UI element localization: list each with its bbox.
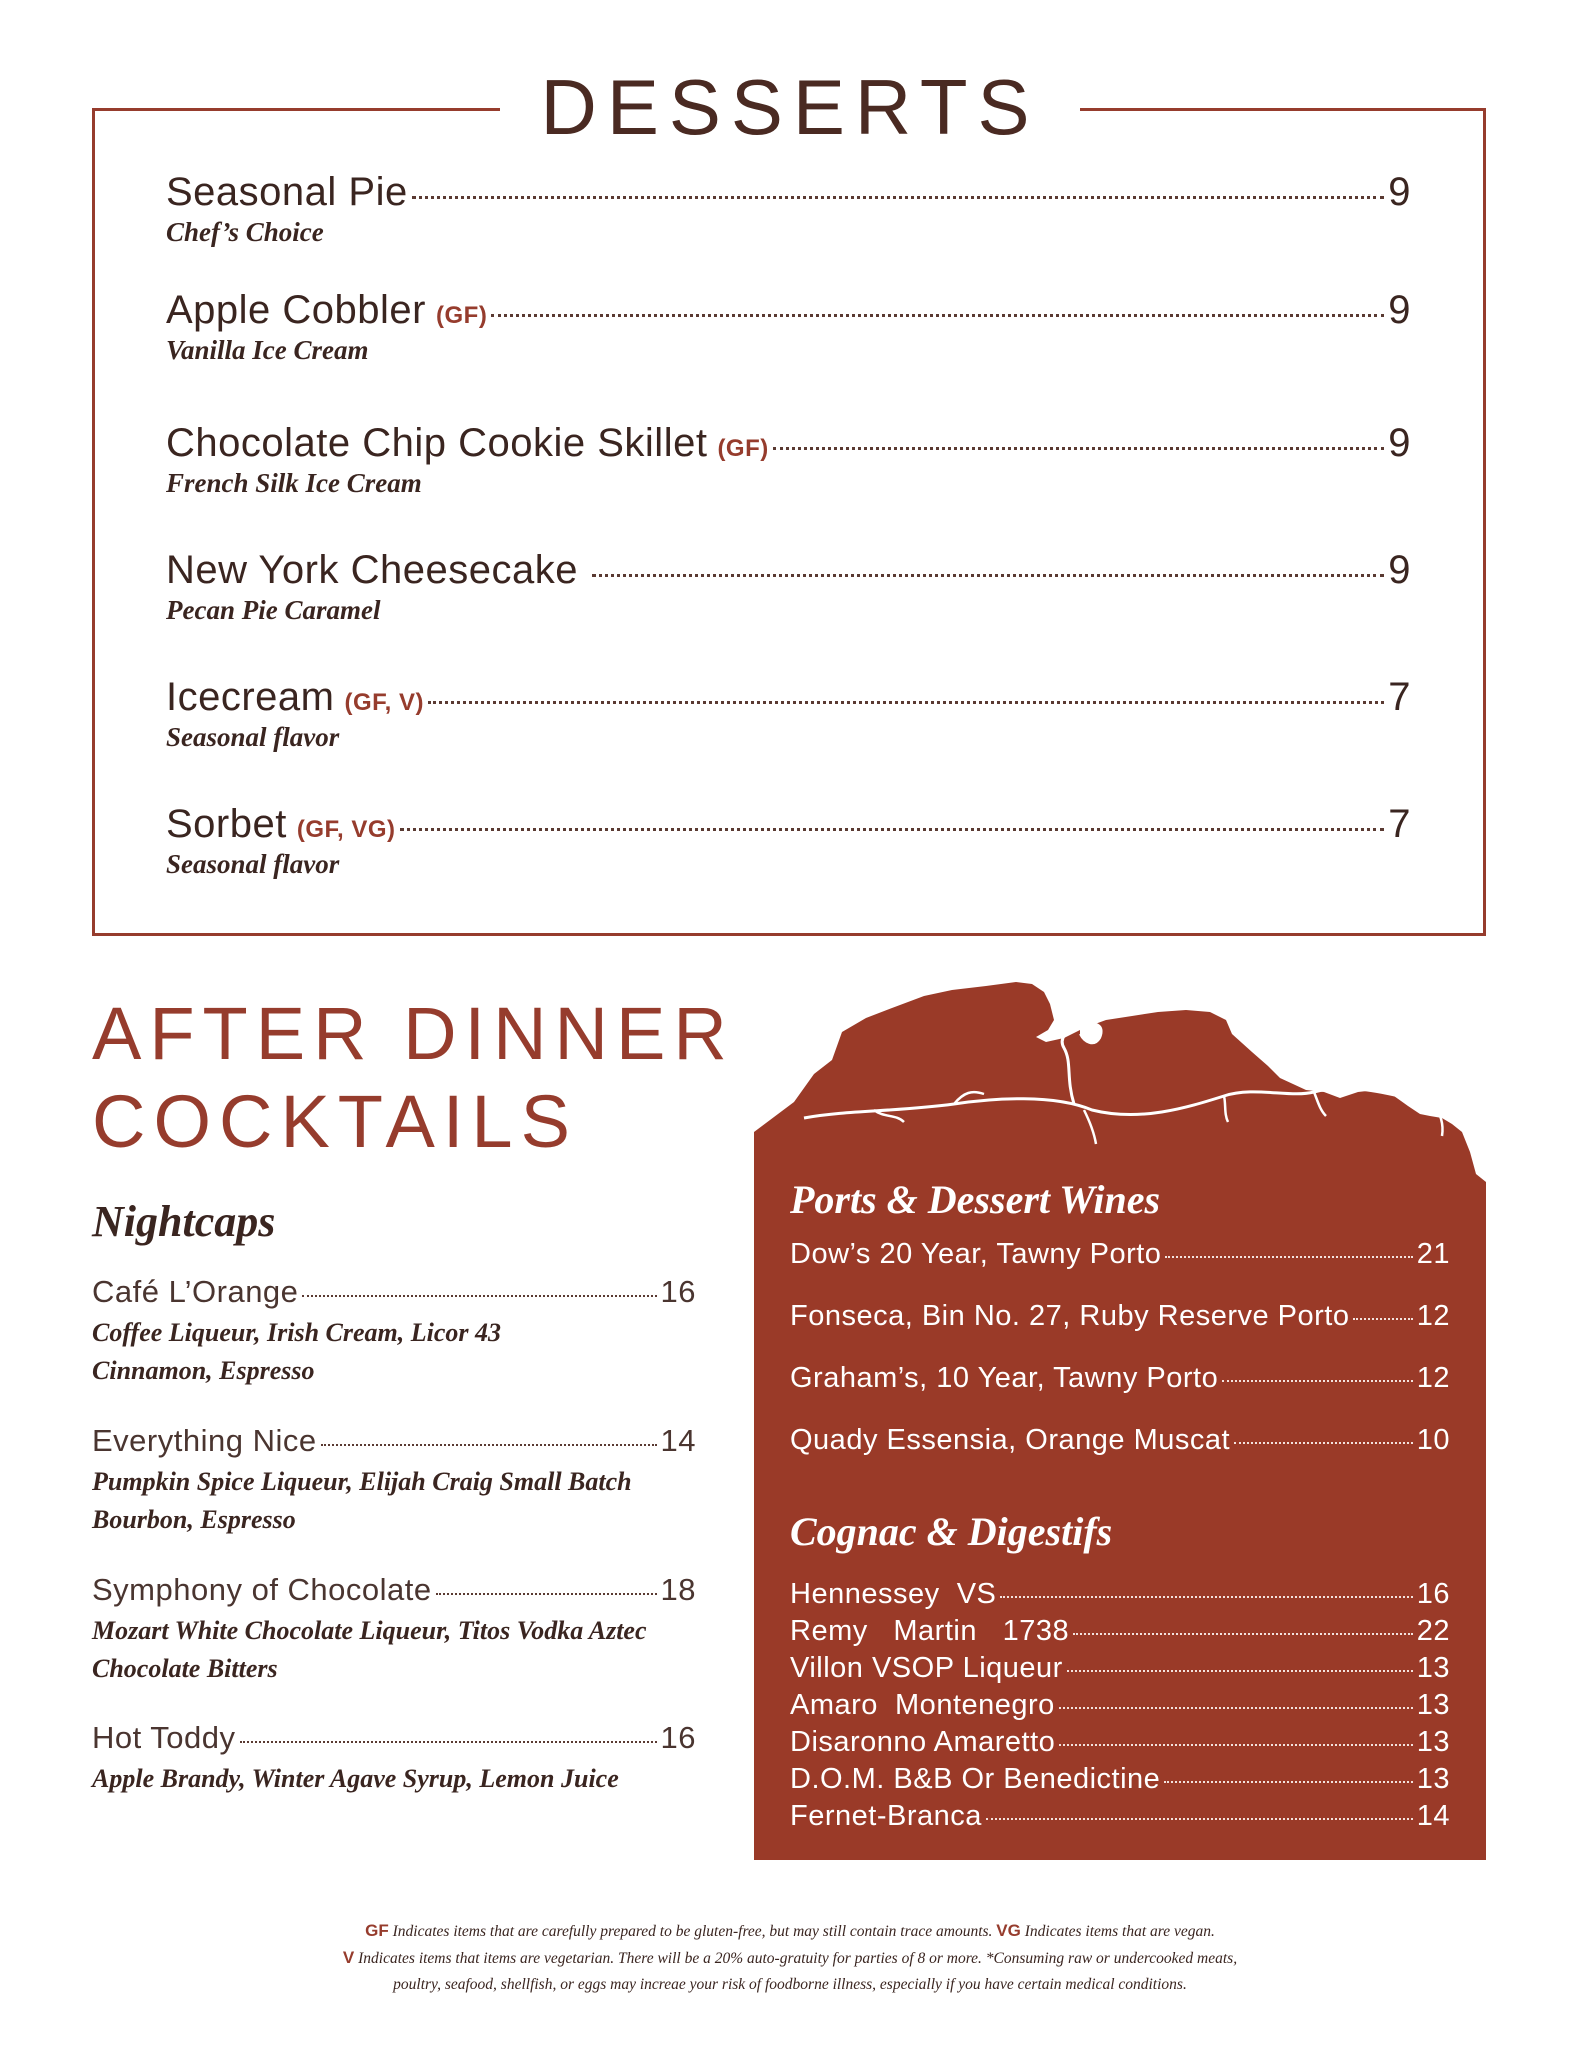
diet-tag: (GF, V) (344, 689, 424, 716)
dessert-name: Seasonal Pie (166, 170, 408, 214)
wine-name: Graham’s, 10 Year, Tawny Porto (790, 1362, 1219, 1394)
dotted-leader (1059, 1744, 1412, 1746)
dotted-leader (321, 1444, 657, 1446)
cocktail-name: Café L’Orange (92, 1274, 299, 1309)
dotted-leader (1059, 1707, 1413, 1709)
cocktail-ingredients: Bourbon, Espresso (92, 1505, 296, 1534)
cocktail-ingredients: Cinnamon, Espresso (92, 1356, 315, 1385)
digestif-item (790, 1615, 1450, 1648)
cocktail-price: 18 (660, 1572, 696, 1607)
cocktail-ingredients: Chocolate Bitters (92, 1654, 278, 1683)
diet-tag: (GF) (717, 435, 769, 462)
dotted-leader (1353, 1318, 1412, 1320)
dessert-name: Chocolate Chip Cookie Skillet (166, 421, 708, 465)
dessert-price: 9 (1388, 288, 1411, 332)
dessert-item (166, 421, 1411, 499)
digestif-name: Hennessey VS (790, 1578, 997, 1610)
after-dinner-title (92, 990, 735, 1166)
digestif-item (790, 1652, 1450, 1685)
gf-key: GF (365, 1921, 389, 1940)
v-key: V (342, 1948, 355, 1967)
dessert-description: Seasonal flavor (166, 722, 340, 752)
cocktail-item (92, 1572, 696, 1688)
digestif-price: 13 (1416, 1763, 1450, 1795)
cocktail-ingredients: Coffee Liqueur, Irish Cream, Licor 43 (92, 1318, 502, 1347)
dotted-leader (1067, 1670, 1413, 1672)
diet-tag: (GF, VG) (296, 816, 396, 843)
dessert-item (166, 288, 1411, 366)
digestif-item (790, 1763, 1450, 1796)
dotted-leader (1222, 1380, 1412, 1382)
wine-price: 12 (1416, 1362, 1450, 1394)
cocktail-price: 16 (660, 1274, 696, 1309)
wine-item (790, 1362, 1450, 1395)
digestif-price: 14 (1416, 1800, 1450, 1832)
footer-disclaimer (200, 1918, 1380, 1998)
wine-price: 12 (1416, 1300, 1450, 1332)
dotted-leader (436, 1593, 657, 1595)
dessert-item (166, 802, 1411, 880)
dotted-leader (400, 828, 1385, 831)
wine-price: 10 (1416, 1424, 1450, 1456)
dessert-name: Sorbet (166, 802, 287, 846)
dotted-leader (428, 701, 1384, 704)
digestif-name: Remy Martin 1738 (790, 1615, 1070, 1647)
dessert-description: Vanilla Ice Cream (166, 335, 369, 365)
dessert-name: Apple Cobbler (166, 288, 426, 332)
digestif-price: 16 (1416, 1578, 1450, 1610)
dessert-name: New York Cheesecake (166, 548, 578, 592)
dotted-leader (240, 1741, 657, 1743)
cocktail-name: Hot Toddy (92, 1720, 236, 1755)
cognac-heading: Cognac & Digestifs (790, 1509, 1113, 1554)
after-dinner-title-line1: AFTER DINNER (92, 992, 735, 1075)
dessert-price: 7 (1388, 675, 1411, 719)
v-note: Indicates items that items are vegetarian. There will be a 20% auto-gratuity for parties of 8 or more. *Consuming raw or undercooked meats, (354, 1950, 1238, 1967)
dotted-leader (412, 196, 1385, 199)
dessert-price: 9 (1388, 170, 1411, 214)
vg-note: Indicates items that are vegan. (1020, 1923, 1215, 1940)
cocktail-item (92, 1423, 696, 1539)
dessert-price: 7 (1388, 802, 1411, 846)
digestif-item (790, 1578, 1450, 1611)
digestif-name: Disaronno Amaretto (790, 1726, 1056, 1758)
dessert-price: 9 (1388, 421, 1411, 465)
dessert-item (166, 548, 1411, 626)
dotted-leader (1000, 1596, 1412, 1598)
dotted-leader (302, 1295, 656, 1297)
cocktail-ingredients: Mozart White Chocolate Liqueur, Titos Vodka Aztec (92, 1616, 647, 1645)
digestif-name: Amaro Montenegro (790, 1689, 1055, 1721)
digestif-price: 13 (1416, 1652, 1450, 1684)
dessert-item (166, 675, 1411, 753)
footer-line (200, 1918, 1380, 1945)
cocktail-item (92, 1274, 696, 1390)
dessert-item (166, 170, 1411, 248)
gf-note: Indicates items that are carefully prepared to be gluten-free, but may still contain trace amounts. (388, 1923, 997, 1940)
dotted-leader (491, 314, 1384, 317)
cocktail-price: 16 (660, 1720, 696, 1755)
digestif-item (790, 1689, 1450, 1722)
dessert-price: 9 (1388, 548, 1411, 592)
dotted-leader (773, 447, 1385, 450)
digestif-price: 22 (1416, 1615, 1450, 1647)
dotted-leader (1234, 1442, 1413, 1444)
dotted-leader (1073, 1633, 1413, 1635)
footer-line: poultry, seafood, shellfish, or eggs may increae your risk of foodborne illness, especially if you have certain medical conditions. (393, 1976, 1187, 1993)
diet-tag: (GF) (436, 302, 488, 329)
digestif-price: 13 (1416, 1726, 1450, 1758)
footer-line (200, 1945, 1380, 1972)
cocktail-ingredients: Apple Brandy, Winter Agave Syrup, Lemon Juice (92, 1764, 619, 1793)
digestif-name: Fernet-Branca (790, 1800, 982, 1832)
cocktail-ingredients: Pumpkin Spice Liqueur, Elijah Craig Small Batch (92, 1467, 632, 1496)
dessert-name: Icecream (166, 675, 335, 719)
dotted-leader (592, 574, 1384, 577)
cocktail-name: Symphony of Chocolate (92, 1572, 432, 1607)
digestif-price: 13 (1416, 1689, 1450, 1721)
nightcaps-heading: Nightcaps (92, 1197, 276, 1246)
digestif-item (790, 1726, 1450, 1759)
after-dinner-title-line2: COCKTAILS (92, 1080, 578, 1163)
dessert-description: French Silk Ice Cream (166, 468, 422, 498)
wine-item (790, 1300, 1450, 1333)
wine-name: Dow’s 20 Year, Tawny Porto (790, 1238, 1162, 1270)
wine-item (790, 1238, 1450, 1271)
ports-heading: Ports & Dessert Wines (790, 1177, 1161, 1222)
wine-item (790, 1424, 1450, 1457)
dotted-leader (986, 1818, 1413, 1820)
wine-price: 21 (1416, 1238, 1450, 1270)
dotted-leader (1165, 1256, 1412, 1258)
digestif-name: D.O.M. B&B Or Benedictine (790, 1763, 1161, 1795)
cocktail-price: 14 (660, 1423, 696, 1458)
dessert-description: Chef’s Choice (166, 217, 324, 247)
dotted-leader (1164, 1781, 1412, 1783)
cocktail-name: Everything Nice (92, 1423, 317, 1458)
cocktail-item (92, 1720, 696, 1798)
wine-name: Fonseca, Bin No. 27, Ruby Reserve Porto (790, 1300, 1350, 1332)
vg-key: VG (996, 1921, 1021, 1940)
wine-name: Quady Essensia, Orange Muscat (790, 1424, 1231, 1456)
digestif-name: Villon VSOP Liqueur (790, 1652, 1063, 1684)
dessert-description: Pecan Pie Caramel (166, 595, 381, 625)
digestif-item (790, 1800, 1450, 1833)
dessert-description: Seasonal flavor (166, 849, 340, 879)
desserts-title: DESSERTS (500, 62, 1080, 152)
